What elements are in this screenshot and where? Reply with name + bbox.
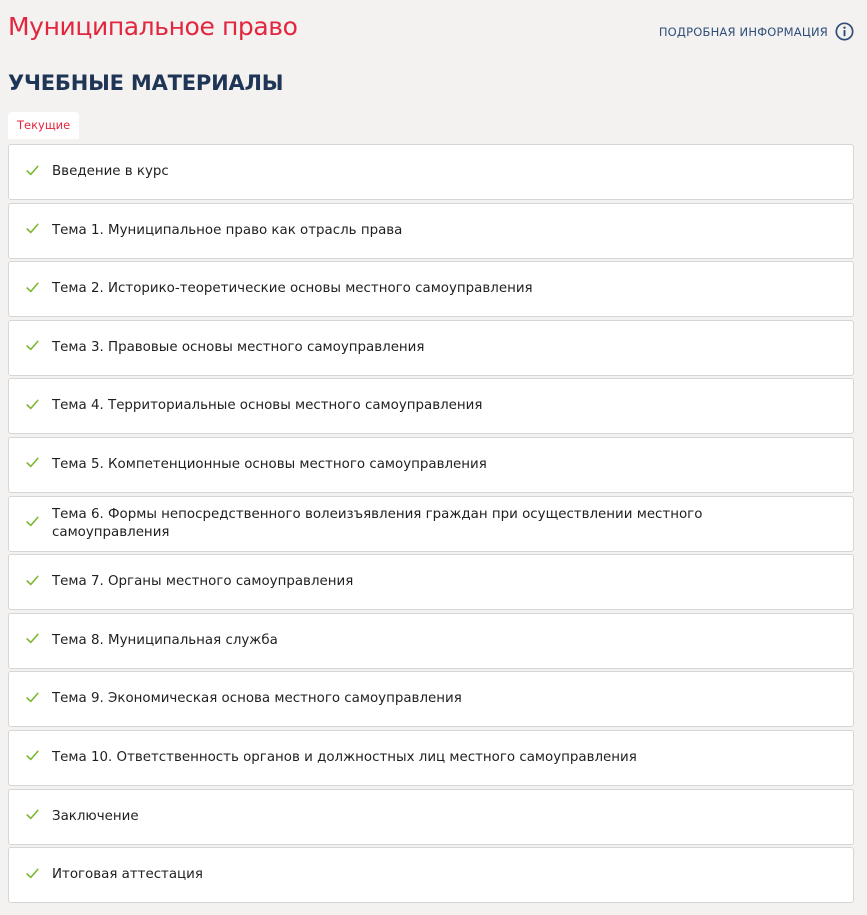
material-item[interactable]	[8, 144, 854, 200]
check-icon	[26, 868, 39, 879]
materials-list	[8, 144, 854, 906]
material-item-label: Введение в курс	[52, 164, 169, 179]
material-item-label: Тема 10. Ответственность органов и должностных лиц местного самоуправления	[52, 749, 637, 765]
check-icon	[26, 165, 39, 176]
material-item[interactable]	[8, 730, 854, 786]
check-icon	[26, 692, 39, 703]
more-info-link[interactable]	[659, 22, 854, 41]
material-item-label: Тема 5. Компетенционные основы местного самоуправления	[52, 456, 487, 472]
material-item-label: Заключение	[52, 808, 139, 824]
material-item[interactable]	[8, 789, 854, 845]
material-item[interactable]	[8, 437, 854, 493]
material-item-label: Итоговая аттестация	[52, 867, 203, 883]
material-item-label: Тема 1. Муниципальное право как отрасль права	[52, 222, 403, 238]
material-item[interactable]	[8, 320, 854, 376]
check-icon	[26, 809, 39, 820]
material-item[interactable]	[8, 847, 854, 903]
check-icon	[26, 282, 39, 293]
course-title: Муниципальное право	[8, 12, 298, 41]
check-icon	[26, 575, 39, 586]
material-item[interactable]	[8, 554, 854, 610]
material-item[interactable]	[8, 496, 854, 552]
check-icon	[26, 223, 39, 234]
material-item-label: Тема 9. Экономическая основа местного самоуправления	[52, 691, 462, 707]
check-icon	[26, 399, 39, 410]
check-icon	[26, 516, 39, 527]
material-item-label: Тема 4. Территориальные основы местного самоуправления	[52, 398, 483, 414]
material-item[interactable]	[8, 261, 854, 317]
material-item[interactable]	[8, 203, 854, 259]
check-icon	[26, 340, 39, 351]
tab-current[interactable]: Текущие	[8, 112, 79, 139]
info-circle-icon	[835, 22, 854, 41]
material-item[interactable]	[8, 671, 854, 727]
material-item-label: Тема 7. Органы местного самоуправления	[52, 574, 354, 590]
more-info-label: ПОДРОБНАЯ ИНФОРМАЦИЯ	[658, 24, 828, 39]
material-item[interactable]	[8, 378, 854, 434]
material-item-label: Тема 6. Формы непосредственного волеизъявления граждан при осуществлении местного самоуправления	[52, 506, 703, 540]
material-item-label: Тема 8. Муниципальная служба	[52, 632, 278, 648]
material-item-label: Тема 2. Историко-теоретические основы местного самоуправления	[52, 281, 533, 297]
material-item-label: Тема 3. Правовые основы местного самоуправления	[52, 339, 425, 355]
check-icon	[26, 633, 39, 644]
material-item[interactable]	[8, 613, 854, 669]
check-icon	[26, 457, 39, 468]
section-heading: УЧЕБНЫЕ МАТЕРИАЛЫ	[8, 71, 284, 95]
check-icon	[26, 750, 39, 761]
